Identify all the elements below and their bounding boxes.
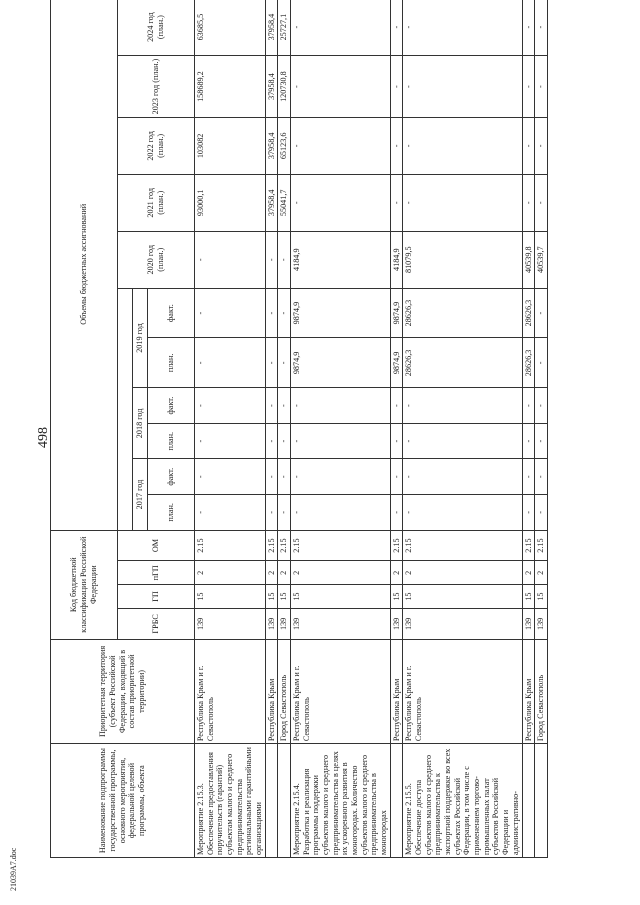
cell-om: 2.15 xyxy=(291,530,391,561)
cell-om: 2.15 xyxy=(535,530,548,561)
header-territory: Приоритетная территория (субъект Российской Федерации, входящий в состав приоритетной территории) xyxy=(51,639,195,743)
header-2018: 2018 год xyxy=(133,388,148,459)
cell-y2024: - xyxy=(535,0,548,56)
cell-y2021: 93000,1 xyxy=(195,174,266,231)
cell-y2023: 120730,8 xyxy=(278,56,291,118)
cell-p2019: - xyxy=(278,338,291,388)
cell-f2019: 28626,3 xyxy=(522,288,535,338)
cell-f2017: - xyxy=(390,459,403,495)
cell-p2019: 9874,9 xyxy=(390,338,403,388)
cell-f2017: - xyxy=(291,459,391,495)
cell-f2019: 9874,9 xyxy=(390,288,403,338)
header-2017-fact: факт. xyxy=(148,459,195,495)
cell-y2020: 4184,9 xyxy=(291,231,391,288)
cell-p2017: - xyxy=(265,495,278,531)
header-2024: 2024 год (план.) xyxy=(118,0,195,56)
cell-name xyxy=(535,744,548,858)
cell-y2021: - xyxy=(390,174,403,231)
cell-y2021: - xyxy=(291,174,391,231)
cell-y2023: - xyxy=(403,56,522,118)
cell-grbs: 139 xyxy=(291,608,391,639)
cell-grbs: 139 xyxy=(278,608,291,639)
cell-pgp: 2 xyxy=(522,561,535,585)
cell-p2018: - xyxy=(522,423,535,459)
header-2019: 2019 год xyxy=(133,288,148,388)
header-2017-plan: план. xyxy=(148,495,195,531)
cell-p2018: - xyxy=(265,423,278,459)
cell-grbs: 139 xyxy=(390,608,403,639)
cell-p2017: - xyxy=(390,495,403,531)
cell-pgp: 2 xyxy=(265,561,278,585)
cell-p2019: 28626,3 xyxy=(522,338,535,388)
cell-gp: 15 xyxy=(195,585,266,609)
cell-gp: 15 xyxy=(265,585,278,609)
cell-name: Мероприятие 2.15.3. Обеспечение предоставления поручительств (гарантий) субъектам малого и среднего предпринимательства региональными гарантийными организациями xyxy=(195,744,266,858)
table-row xyxy=(390,0,403,858)
table-row xyxy=(265,0,278,858)
cell-territory: Город Севастополь xyxy=(278,639,291,743)
cell-p2018: - xyxy=(535,423,548,459)
cell-y2024: - xyxy=(522,0,535,56)
cell-name xyxy=(522,744,535,858)
header-years-blank xyxy=(118,288,133,530)
cell-p2019: - xyxy=(265,338,278,388)
cell-y2023: - xyxy=(390,56,403,118)
cell-gp: 15 xyxy=(403,585,522,609)
cell-p2019: - xyxy=(535,338,548,388)
cell-territory: Республика Крым xyxy=(390,639,403,743)
cell-y2020: 4184,9 xyxy=(390,231,403,288)
cell-y2021: - xyxy=(403,174,522,231)
cell-f2018: - xyxy=(535,388,548,424)
header-pgp: пГП xyxy=(118,561,195,585)
cell-f2019: - xyxy=(265,288,278,338)
cell-y2021: 37958,4 xyxy=(265,174,278,231)
cell-y2024: - xyxy=(403,0,522,56)
cell-territory: Город Севастополь xyxy=(535,639,548,743)
header-grbs: ГРБС xyxy=(118,608,195,639)
table-row xyxy=(403,0,522,858)
cell-f2018: - xyxy=(390,388,403,424)
cell-y2022: - xyxy=(535,117,548,174)
header-2020: 2020 год (план.) xyxy=(118,231,195,288)
cell-f2018: - xyxy=(522,388,535,424)
table-row xyxy=(535,0,548,858)
cell-p2017: - xyxy=(278,495,291,531)
cell-grbs: 139 xyxy=(265,608,278,639)
page-number: 498 xyxy=(36,427,51,448)
cell-y2023: - xyxy=(291,56,391,118)
cell-grbs: 139 xyxy=(535,608,548,639)
cell-om: 2.15 xyxy=(390,530,403,561)
cell-y2020: - xyxy=(195,231,266,288)
cell-f2017: - xyxy=(195,459,266,495)
rotated-page-content xyxy=(50,0,595,858)
cell-f2017: - xyxy=(403,459,522,495)
table-header xyxy=(51,0,195,858)
cell-f2017: - xyxy=(522,459,535,495)
cell-f2018: - xyxy=(278,388,291,424)
cell-f2017: - xyxy=(278,459,291,495)
cell-f2017: - xyxy=(535,459,548,495)
cell-pgp: 2 xyxy=(403,561,522,585)
cell-y2024: - xyxy=(291,0,391,56)
cell-f2019: - xyxy=(195,288,266,338)
cell-y2024: 25727,1 xyxy=(278,0,291,56)
cell-y2021: - xyxy=(522,174,535,231)
cell-f2018: - xyxy=(265,388,278,424)
footer-document-code: 21039А7.doc xyxy=(9,847,18,891)
cell-y2022: 65123,6 xyxy=(278,117,291,174)
cell-f2019: - xyxy=(535,288,548,338)
cell-y2022: 37958,4 xyxy=(265,117,278,174)
cell-pgp: 2 xyxy=(535,561,548,585)
cell-y2022: 103082 xyxy=(195,117,266,174)
cell-p2019: 9874,9 xyxy=(291,338,391,388)
cell-om: 2.15 xyxy=(522,530,535,561)
cell-y2023: 158689,2 xyxy=(195,56,266,118)
cell-y2020: 40539,7 xyxy=(535,231,548,288)
cell-y2023: - xyxy=(535,56,548,118)
cell-p2017: - xyxy=(522,495,535,531)
table-body xyxy=(195,0,548,858)
table-row xyxy=(291,0,391,858)
cell-y2022: - xyxy=(403,117,522,174)
header-2019-plan: план. xyxy=(148,338,195,388)
cell-territory: Республика Крым xyxy=(265,639,278,743)
cell-p2018: - xyxy=(195,423,266,459)
header-gp: ГП xyxy=(118,585,195,609)
header-volumes: Объемы бюджетных ассигнований xyxy=(51,0,118,530)
table-row xyxy=(278,0,291,858)
header-kbk: Код бюджетной классификации Российской Федерации xyxy=(51,530,118,639)
header-2022: 2022 год (план.) xyxy=(118,117,195,174)
cell-f2019: 9874,9 xyxy=(291,288,391,338)
cell-name xyxy=(265,744,278,858)
cell-om: 2.15 xyxy=(278,530,291,561)
cell-p2019: - xyxy=(195,338,266,388)
cell-grbs: 139 xyxy=(522,608,535,639)
cell-om: 2.15 xyxy=(403,530,522,561)
cell-y2022: - xyxy=(522,117,535,174)
cell-name xyxy=(390,744,403,858)
cell-y2021: - xyxy=(535,174,548,231)
cell-gp: 15 xyxy=(535,585,548,609)
cell-gp: 15 xyxy=(522,585,535,609)
cell-name: Мероприятие 2.15.4. Разработка и реализация программы поддержки субъектов малого и среднего предпринимательства в целях их ускоренного развития в моногородах. Количество субъектов малого и среднего предпринимательства в моногородах xyxy=(291,744,391,858)
cell-grbs: 139 xyxy=(195,608,266,639)
cell-y2021: 55041,7 xyxy=(278,174,291,231)
header-2019-fact: факт. xyxy=(148,288,195,338)
header-name: Наименование подпрограммы государственной программы, основного мероприятия, федеральной целевой программы, объекта xyxy=(51,744,195,858)
cell-p2017: - xyxy=(291,495,391,531)
cell-pgp: 2 xyxy=(390,561,403,585)
cell-f2019: - xyxy=(278,288,291,338)
cell-y2022: - xyxy=(390,117,403,174)
cell-y2020: - xyxy=(265,231,278,288)
cell-territory: Республика Крым и г. Севастополь xyxy=(291,639,391,743)
cell-f2019: 28626,3 xyxy=(403,288,522,338)
cell-f2018: - xyxy=(403,388,522,424)
cell-p2017: - xyxy=(403,495,522,531)
header-2021: 2021 год (план.) xyxy=(118,174,195,231)
cell-pgp: 2 xyxy=(195,561,266,585)
cell-f2018: - xyxy=(291,388,391,424)
cell-y2020: 81079,5 xyxy=(403,231,522,288)
cell-gp: 15 xyxy=(390,585,403,609)
header-om: ОМ xyxy=(118,530,195,561)
cell-name: Мероприятие 2.15.5. Обеспечение доступа субъектов малого и среднего предпринимательства к экспортной поддержке во всех субъектах Российской Федерации, в том числе с применением торгово-промышленных палат субъектов Российской Федерации и административно- xyxy=(403,744,522,858)
header-2018-fact: факт. xyxy=(148,388,195,424)
cell-territory: Республика Крым и г. Севастополь xyxy=(403,639,522,743)
cell-y2024: 37958,4 xyxy=(265,0,278,56)
cell-y2023: - xyxy=(522,56,535,118)
header-2018-plan: план. xyxy=(148,423,195,459)
cell-p2019: 28626,3 xyxy=(403,338,522,388)
table-row xyxy=(522,0,535,858)
cell-grbs: 139 xyxy=(403,608,522,639)
cell-p2018: - xyxy=(278,423,291,459)
cell-y2023: 37958,4 xyxy=(265,56,278,118)
cell-y2024: 63685,5 xyxy=(195,0,266,56)
cell-y2020: - xyxy=(278,231,291,288)
cell-p2017: - xyxy=(195,495,266,531)
cell-pgp: 2 xyxy=(291,561,391,585)
table-row xyxy=(195,0,266,858)
cell-name xyxy=(278,744,291,858)
cell-territory: Республика Крым xyxy=(522,639,535,743)
cell-p2017: - xyxy=(535,495,548,531)
cell-gp: 15 xyxy=(278,585,291,609)
cell-p2018: - xyxy=(291,423,391,459)
cell-y2024: - xyxy=(390,0,403,56)
cell-y2020: 40539,8 xyxy=(522,231,535,288)
cell-f2018: - xyxy=(195,388,266,424)
header-2023: 2023 год (план.) xyxy=(118,56,195,118)
budget-table xyxy=(50,0,548,858)
cell-gp: 15 xyxy=(291,585,391,609)
cell-p2018: - xyxy=(403,423,522,459)
cell-p2018: - xyxy=(390,423,403,459)
header-2017: 2017 год xyxy=(133,459,148,530)
cell-pgp: 2 xyxy=(278,561,291,585)
cell-y2022: - xyxy=(291,117,391,174)
cell-territory: Республика Крым и г. Севастополь xyxy=(195,639,266,743)
cell-om: 2.15 xyxy=(265,530,278,561)
cell-om: 2.15 xyxy=(195,530,266,561)
cell-f2017: - xyxy=(265,459,278,495)
